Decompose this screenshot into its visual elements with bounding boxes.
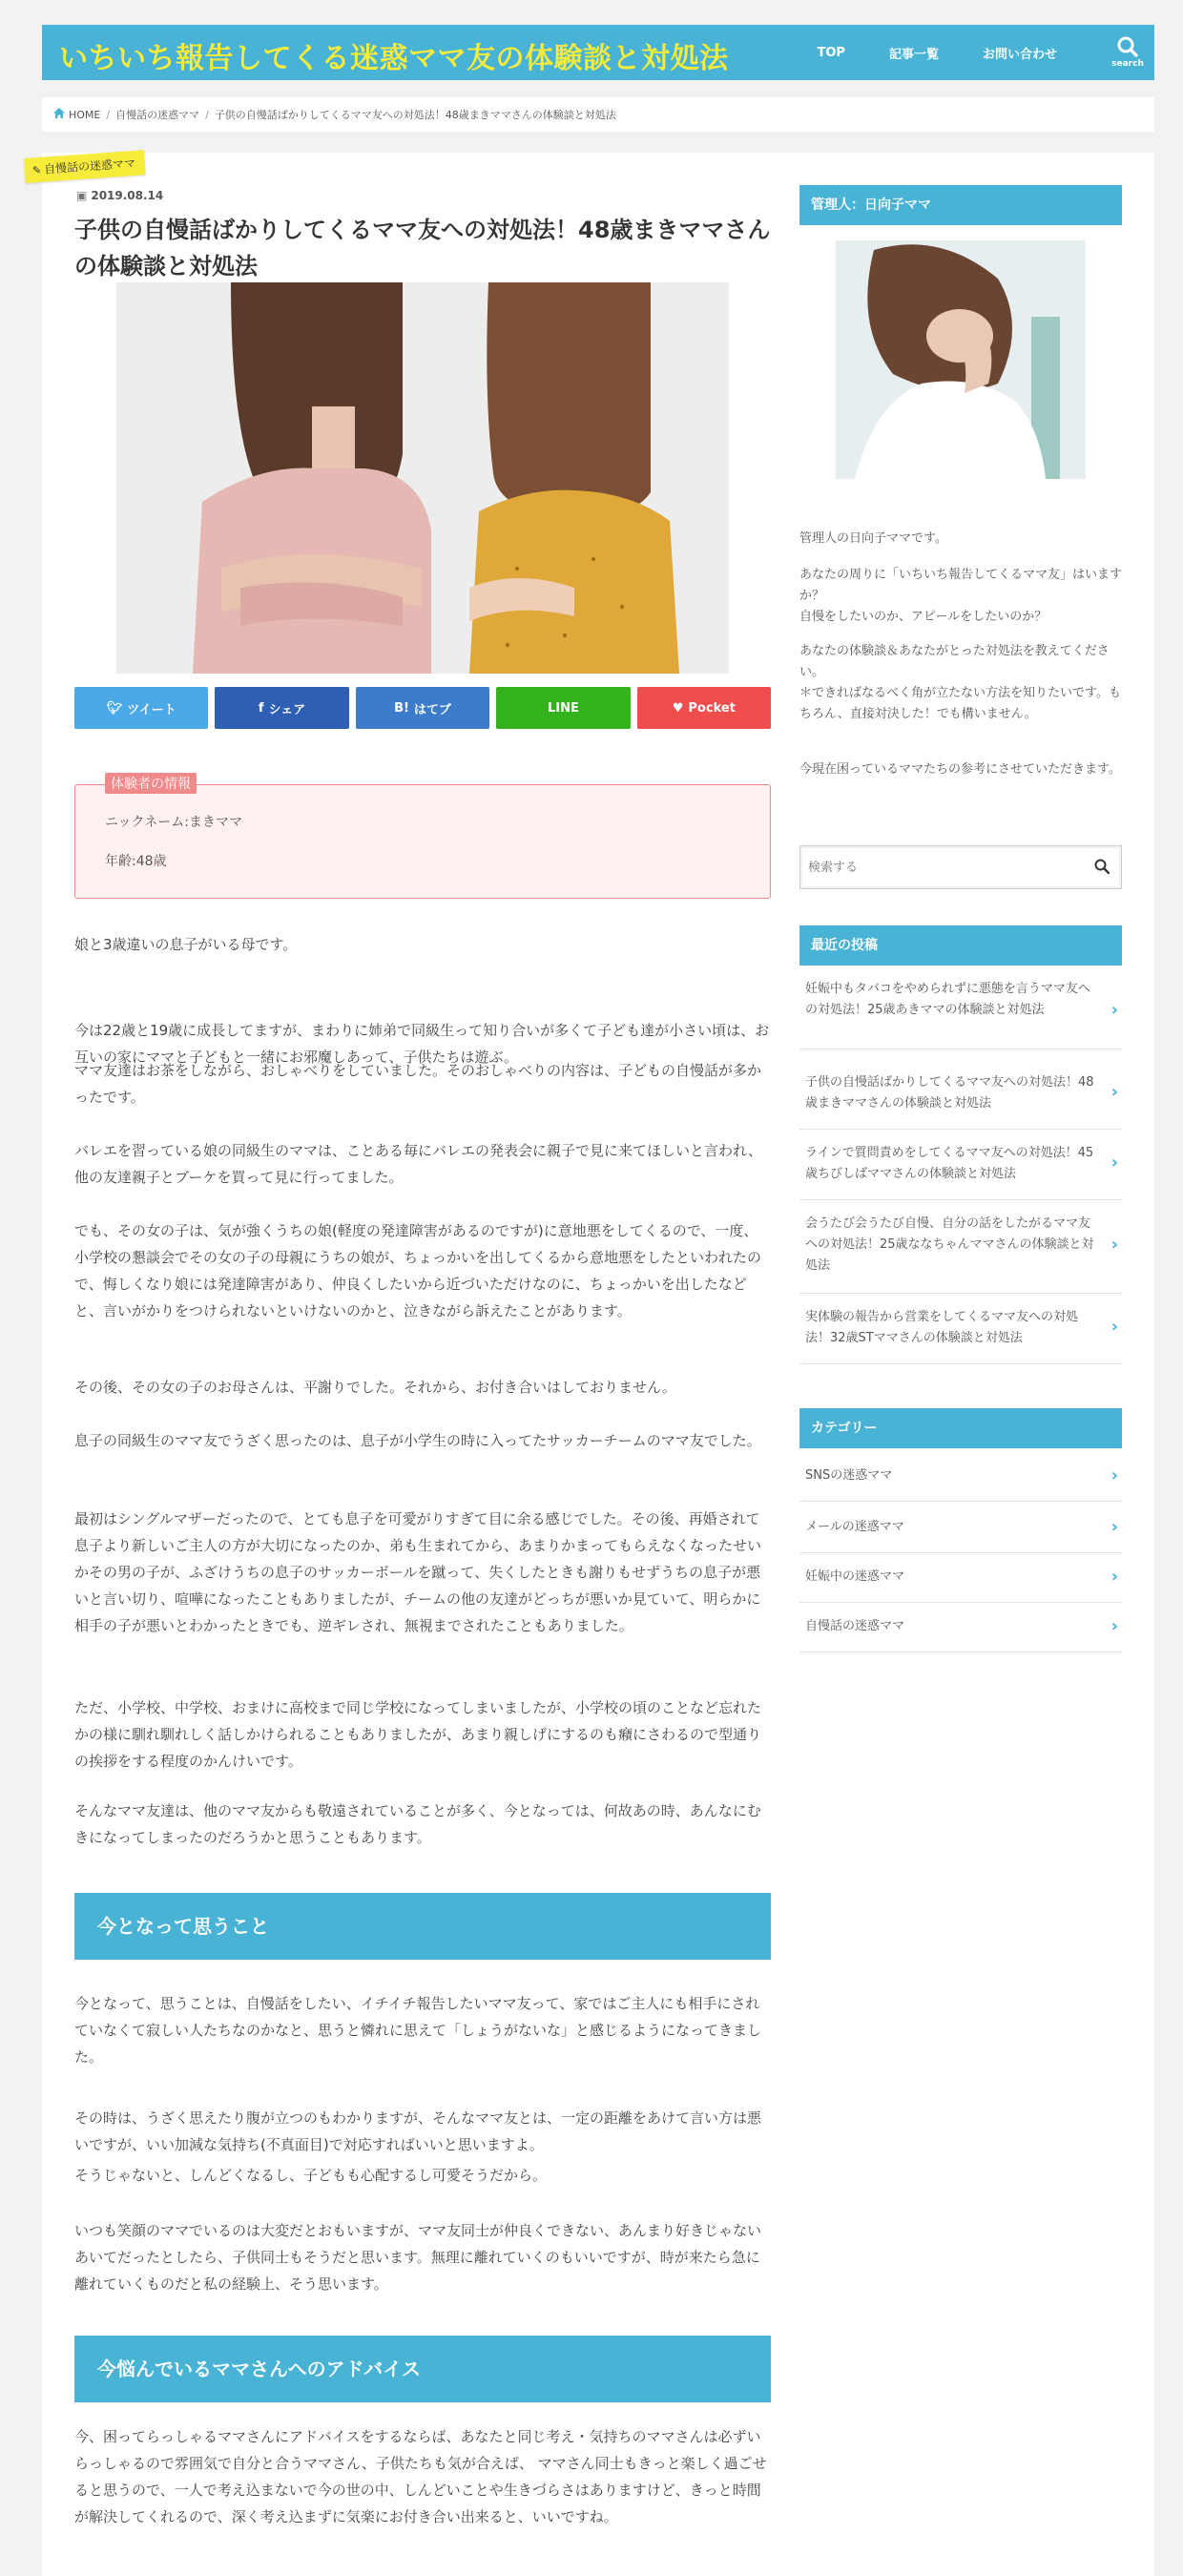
search-icon[interactable] [1094, 859, 1110, 878]
chevron-right-icon: › [1110, 1235, 1118, 1255]
nav-articles[interactable]: 記事一覧 [888, 47, 939, 62]
category-label: 妊娠中の迷惑ママ [805, 1569, 905, 1584]
share-pocket-button[interactable] [637, 687, 771, 729]
recent-post-item[interactable] [799, 1143, 1122, 1200]
sidebar-search-box [799, 845, 1122, 889]
nav-contact[interactable]: お問い合わせ [982, 47, 1057, 62]
article-paragraph: いつも笑顔のママでいるのは大変だとおもいますが、ママ友同士が仲良くできない、あんまり好きじゃないあいてだったとしたら、子供同士もそうだと思います。無理に離れていくのもいいですが、時が来たら急に離れていくものだと私の経験上、そう思います。 [74, 2222, 762, 2293]
share-label: Pocket [688, 700, 736, 716]
breadcrumb-separator: / [106, 108, 111, 121]
experience-nickname: ニックネーム:まきママ [105, 815, 243, 830]
pocket-icon: ♥ [672, 700, 684, 716]
calendar-icon: ▣ [76, 189, 88, 202]
section-heading: 今悩んでいるママさんへのアドバイス [74, 2336, 771, 2402]
breadcrumb-home[interactable]: HOME [69, 108, 101, 121]
article-paragraph: 息子の同級生のママ友でうざく思ったのは、息子が小学生の時に入ってたサッカーチームのママ友でした。 [74, 1432, 761, 1449]
search-icon [1117, 36, 1138, 57]
recent-post-title: 会うたび会うたび自慢、自分の話をしたがるママ友への対処法！25歳ななちゃんママさんの体験談と対処法 [805, 1216, 1094, 1273]
admin-text: 管理人の日向子ママです。 [799, 531, 947, 546]
admin-text: 今現在困っているママたちの参考にさせていただきます。 [799, 762, 1121, 777]
chevron-right-icon: › [1110, 1082, 1118, 1102]
sidebar-category-heading: カテゴリー [799, 1408, 1122, 1448]
article-paragraph: 娘と3歳違いの息子がいる母です。 [74, 936, 298, 953]
chevron-right-icon: › [1110, 1153, 1118, 1173]
eyecatch-image [116, 282, 729, 674]
recent-post-item[interactable] [799, 1214, 1122, 1294]
admin-text: あなたの周りに「いちいち報告してくるママ友」はいますか？ 自慢をしたいのか、アピールをしたいのか？ [799, 568, 1123, 624]
chevron-right-icon: › [1110, 1465, 1118, 1485]
share-label: はてブ [413, 702, 451, 717]
chevron-right-icon: › [1110, 1567, 1118, 1587]
admin-photo [836, 240, 1086, 479]
breadcrumb [42, 97, 1154, 132]
recent-post-title: ラインで質問責めをしてくるママ友への対処法！45歳ちびしばママさんの体験談と対処法 [805, 1146, 1094, 1181]
article-paragraph: 今、困ってらっしゃるママさんにアドバイスをするならば、あなたと同じ考え・気持ちのママさんは必ずいらっしゃるので雰囲気で自分と合うママさん、子供たちも気が合えば、 ママさん同士もきっと楽しく過ごせると思うので、一人で考え込まないで今の世の中、しんどいことや生きづらさはありますけど、きっと時間が解決してくれるので、深く考え込まずに気楽にお付き合い出来ると、いいですね。 [74, 2428, 767, 2525]
twitter-icon: 🐦︎ [106, 700, 123, 716]
facebook-icon: f [258, 700, 264, 716]
site-title[interactable]: いちいち報告してくる迷惑ママ友の体験談と対処法 [59, 42, 729, 75]
share-hatena-button[interactable] [356, 687, 489, 729]
article-paragraph: 最初はシングルマザーだったので、とても息子を可愛がりすぎて目に余る感じでした。その後、再婚されて息子より新しいご主人の方が大切になったのか、弟も生まれてから、あまりかまってもらえなくなったせいかその男の子が、ふざけうちの息子のサッカーボールを蹴って、失くしたときも謝りもせずうちの息子が悪いと言い切り、喧嘩になったこともありましたが、チームの他の友達がどっちが悪いか見ていて、明らかに相手の子が悪いとわかったときでも、逆ギレされ、無視までされたこともありました。 [74, 1510, 762, 1634]
experience-box [74, 784, 771, 899]
search-label: search [1111, 59, 1144, 69]
article-paragraph: でも、その女の子は、気が強くうちの娘(軽度の発達障害があるのですが)に意地悪をしてくるので、一度、小学校の懇談会でその女の子の母親にうちの娘が、ちょっかいを出してくるから意地悪をしたといわれたので、悔しくなり娘には発達障害があり、仲良くしたいから近づいただけなのに、ちょっかいを出したなどと、言いがかりをつけられないといけないのかと、泣きながら訴えたことがあります。 [74, 1222, 762, 1319]
chevron-right-icon: › [1110, 1317, 1118, 1337]
chevron-right-icon: › [1110, 1000, 1118, 1020]
share-line-button[interactable] [496, 687, 630, 729]
breadcrumb-category[interactable]: 自慢話の迷惑ママ [115, 109, 200, 121]
recent-post-title: 子供の自慢話ばかりしてくるママ友への対処法！48歳まきママさんの体験談と対処法 [805, 1075, 1094, 1111]
category-label: 自慢話の迷惑ママ [805, 1619, 905, 1633]
article-paragraph: ただ、小学校、中学校、おまけに高校まで同じ学校になってしまいましたが、小学校の頃のことなど忘れたかの様に馴れ馴れしく話しかけられることもありましたが、あまり親しげにするのも癪にさわるので型通りの挨拶をする程度のかんけいです。 [74, 1699, 762, 1770]
chevron-right-icon: › [1110, 1517, 1118, 1537]
site-header [42, 25, 1154, 80]
section-heading: 今となって思うこと [74, 1893, 771, 1960]
article-paragraph: バレエを習っている娘の同級生のママは、ことある毎にバレエの発表会に親子で見に来てほしいと言われ、他の友達親子とブーケを買って見に行ってました。 [74, 1142, 762, 1186]
category-label: SNSの迷惑ママ [805, 1468, 893, 1483]
article-paragraph: その時は、うざく思えたり腹が立つのもわかりますが、そんなママ友とは、一定の距離をあけて言い方は悪いですが、いい加減な気持ち(不真面目)で対応すればいいと思いますよ。 [74, 2109, 762, 2153]
experience-label: 体験者の情報 [105, 773, 197, 794]
folder-icon: ✎ [31, 163, 42, 177]
breadcrumb-separator: / [205, 108, 209, 121]
share-facebook-button[interactable] [215, 687, 348, 729]
post-date-value: 2019.08.14 [91, 189, 164, 202]
share-buttons [74, 687, 771, 729]
article-paragraph: その後、その女の子のお母さんは、平謝りでした。それから、お付き合いはしておりません。 [74, 1379, 676, 1396]
article-paragraph: 今は22歳と19歳に成長してますが、まわりに姉弟で同級生って知り合いが多くて子ども達が小さい頃は、お互いの家にママと子どもと一緒にお邪魔しあって、子供たちは遊ぶ。 [74, 1022, 770, 1066]
post-title: 子供の自慢話ばかりしてくるママ友への対処法！48歳まきママさんの体験談と対処法 [74, 217, 771, 280]
article-paragraph: そんなママ友達は、他のママ友からも敬遠されていることが多く、今となっては、何故あの時、あんなにむきになってしまったのだろうかと思うこともあります。 [74, 1802, 761, 1846]
home-icon [53, 108, 65, 121]
nav-top[interactable]: TOP [817, 45, 845, 60]
post-date [76, 189, 163, 202]
category-label: メールの迷惑ママ [805, 1520, 904, 1534]
sidebar-recent-heading: 最近の投稿 [799, 925, 1122, 966]
recent-post-item[interactable] [799, 979, 1122, 1049]
article-paragraph: ママ友達はお茶をしながら、おしゃべりをしていました。そのおしゃべりの内容は、子どもの自慢話が多かったです。 [74, 1062, 762, 1106]
breadcrumb-current: 子供の自慢話ばかりしてくるママ友への対処法！48歳まきママさんの体験談と対処法 [214, 109, 616, 121]
sidebar-search-input[interactable] [808, 854, 1075, 881]
category-item-pregnancy[interactable] [799, 1551, 1122, 1603]
recent-post-item[interactable] [799, 1072, 1122, 1130]
category-item-boasting[interactable] [799, 1601, 1122, 1652]
category-item-mail[interactable] [799, 1502, 1122, 1553]
share-label: シェア [268, 702, 306, 717]
recent-post-title: 妊娠中もタバコをやめられずに悪態を言うママ友への対処法！25歳あきママの体験談と対処法 [805, 982, 1090, 1017]
header-search-button[interactable] [1101, 25, 1154, 80]
category-item-sns[interactable] [799, 1450, 1122, 1502]
recent-post-item[interactable] [799, 1307, 1122, 1364]
article-paragraph: そうじゃないと、しんどくなるし、子どもも心配するし可愛そうだから。 [74, 2167, 548, 2184]
share-label: ツイート [127, 702, 176, 717]
global-nav [818, 25, 1154, 80]
admin-text: あなたの体験談＆あなたがとった対処法を教えてください。 ＊できればなるべく角が立たない方法を知りたいです。もちろん、直接対決した！でも構いません。 [799, 644, 1121, 721]
category-badge-label: 自慢話の迷惑ママ [43, 156, 136, 177]
chevron-right-icon: › [1110, 1616, 1118, 1636]
share-twitter-button[interactable] [74, 687, 208, 729]
article-paragraph: 今となって、思うことは、自慢話をしたい、イチイチ報告したいママ友って、家ではご主人にも相手にされていなくて寂しい人たちなのかなと、思うと憐れに思えて「しょうがないな」と感じるようになってきました。 [74, 1995, 762, 2066]
share-label: LINE [547, 700, 579, 716]
experience-age: 年齢:48歳 [105, 854, 167, 869]
sidebar-admin-heading: 管理人：日向子ママ [799, 185, 1122, 225]
hatena-icon: B! [394, 700, 409, 716]
recent-post-title: 実体験の報告から営業をしてくるママ友への対処法！32歳STママさんの体験談と対処法 [805, 1310, 1079, 1345]
